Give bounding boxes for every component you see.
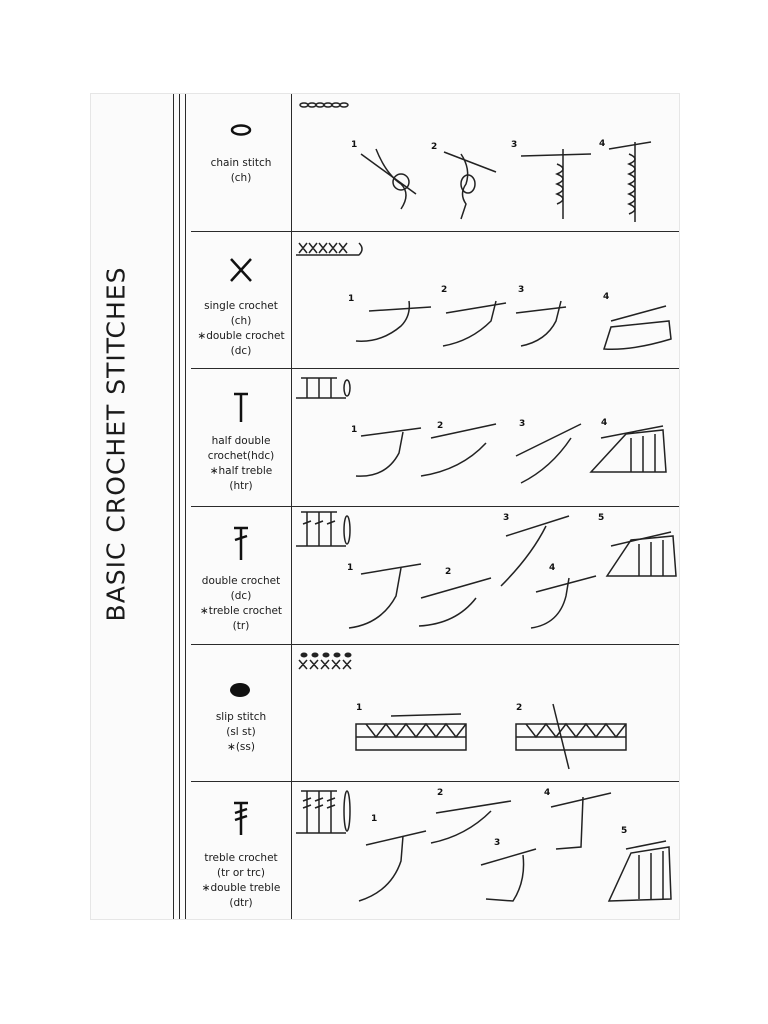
stitch-chart-sheet	[90, 93, 680, 920]
treble-crochet-illustration	[291, 781, 679, 919]
stitch-label: treble crochet (tr or trc) ∗double treble (dtr)	[201, 852, 281, 909]
step-number: 1	[351, 140, 358, 150]
stitch-label: half double crochet(hdc) ∗half treble (htr)	[207, 435, 275, 492]
step-number: 1	[347, 563, 354, 573]
step-number: 4	[599, 139, 606, 149]
border-line	[179, 94, 180, 919]
stitch-row-single-crochet	[191, 231, 679, 369]
t-bar-icon	[191, 520, 291, 560]
stitch-label-cell	[191, 644, 292, 781]
step-number: 2	[431, 142, 438, 152]
step-number: 3	[518, 285, 525, 295]
step-number: 4	[544, 788, 551, 798]
step-number: 5	[598, 513, 605, 523]
stitch-label-cell	[191, 94, 292, 231]
stitch-label: slip stitch (sl st) ∗(ss)	[215, 711, 267, 753]
step-number: 2	[437, 421, 444, 431]
stitch-row-chain	[191, 94, 679, 232]
stitch-label-cell	[191, 368, 292, 506]
step-number: 2	[516, 703, 523, 713]
stitch-label: chain stitch (ch)	[210, 157, 272, 184]
stitch-row-treble-crochet	[191, 781, 679, 919]
chart-title: BASIC CROCHET STITCHES	[101, 266, 131, 622]
step-number: 4	[601, 418, 608, 428]
step-number: 3	[494, 838, 501, 848]
step-number: 5	[621, 826, 628, 836]
step-number: 4	[603, 292, 610, 302]
oval-chain-icon	[191, 108, 291, 148]
t-icon	[191, 382, 291, 422]
step-number: 3	[511, 140, 518, 150]
step-number: 2	[445, 567, 452, 577]
step-number: 3	[503, 513, 510, 523]
stitch-row-half-double-crochet	[191, 368, 679, 507]
single-crochet-illustration	[291, 231, 679, 368]
step-number: 2	[437, 788, 444, 798]
step-number: 1	[356, 703, 363, 713]
step-number: 1	[348, 294, 355, 304]
stitch-label-cell	[191, 506, 292, 644]
border-line	[173, 94, 174, 919]
chain-stitch-illustration	[291, 94, 679, 231]
stitch-row-slip-stitch	[191, 644, 679, 782]
stitch-label: double crochet (dc) ∗treble crochet (tr)	[199, 575, 283, 632]
border-line	[185, 94, 186, 919]
stitch-label-cell	[191, 231, 292, 368]
dot-icon	[191, 658, 291, 698]
stitch-row-double-crochet	[191, 506, 679, 645]
stitch-label-cell	[191, 781, 292, 919]
x-icon	[191, 245, 291, 285]
step-number: 3	[519, 419, 526, 429]
stitch-label: single crochet (ch) ∗double crochet (dc)	[197, 300, 285, 357]
step-number: 4	[549, 563, 556, 573]
step-number: 1	[351, 425, 358, 435]
half-double-crochet-illustration	[291, 368, 679, 506]
step-number: 2	[441, 285, 448, 295]
step-number: 1	[371, 814, 378, 824]
slip-stitch-illustration	[291, 644, 679, 781]
double-crochet-illustration	[291, 506, 679, 644]
t-double-bar-icon	[191, 795, 291, 835]
